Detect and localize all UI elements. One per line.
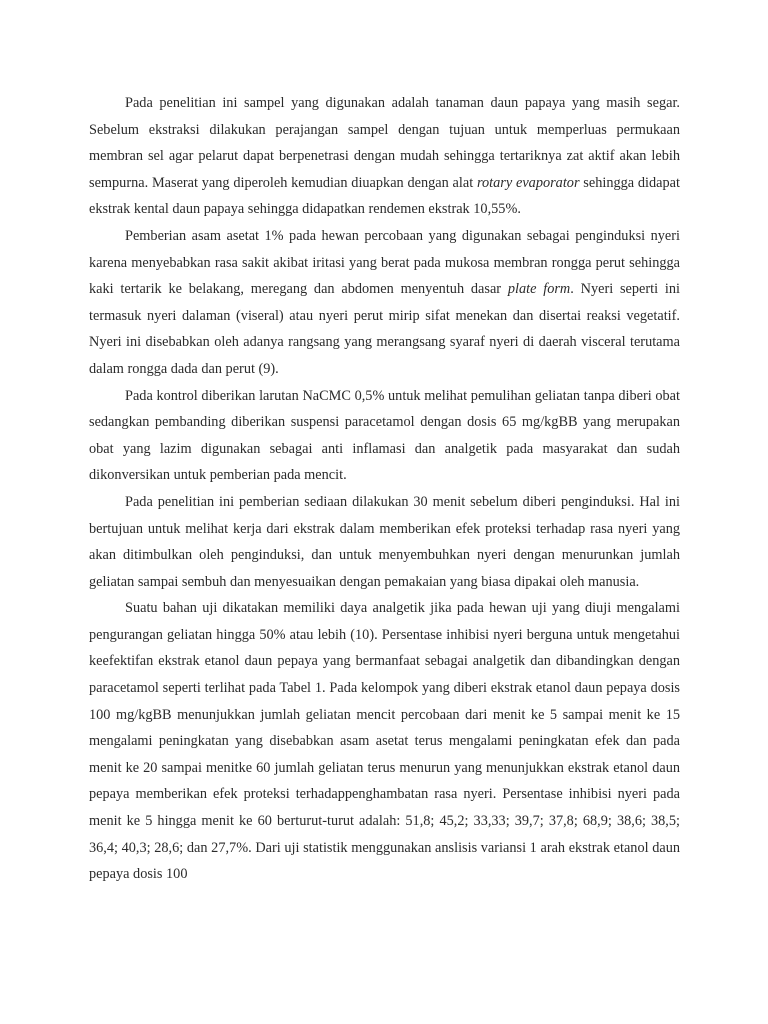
document-page — [89, 90, 680, 888]
paragraph-text: Pada penelitian ini sampel yang digunakan adalah tanaman daun papaya yang masih segar. Sebelum ekstraksi dilakukan perajangan sampel dengan tujuan untuk memperluas permukaan membran sel agar pelarut dapat berpenetrasi dengan mudah sehingga tertariknya zat aktif akan lebih sempurna. Maserat yang diperoleh kemudian diuapkan dengan alat — [89, 95, 680, 191]
paragraph-text: Pada penelitian ini pemberian sediaan dilakukan 30 menit sebelum diberi penginduksi. Hal ini bertujuan untuk melihat kerja dari ekstrak dalam memberikan efek proteksi terhadap rasa nyeri yang akan ditimbulkan oleh penginduksi, dan untuk menyembuhkan nyeri dengan menurunkan jumlah geliatan sampai sembuh dan menyesuaikan dengan pemakaian yang biasa dipakai oleh manusia. — [89, 493, 680, 590]
paragraph-text: . Nyeri seperti ini termasuk nyeri dalaman (viseral) atau nyeri perut mirip sifat menekan dan disertai reaksi vegetatif. Nyeri ini disebabkan oleh adanya rangsang yang merangsang syaraf nyeri di daerah visceral terutama dalam rongga dada dan perut (9). — [89, 281, 680, 377]
paragraph-acetic-acid-induction — [89, 223, 680, 383]
paragraph-text: Pada kontrol diberikan larutan NaCMC 0,5% untuk melihat pemulihan geliatan tanpa diberi obat sedangkan pembanding diberikan suspensi paracetamol dengan dosis 65 mg/kgBB yang merupakan obat yang lazim digunakan sebagai anti inflamasi dan analgetik pada masyarakat dan sudah dikonversikan untuk pemberian pada mencit. — [89, 387, 680, 484]
paragraph-text: sehingga didapat ekstrak kental daun papaya sehingga didapatkan rendemen ekstrak 10,55%. — [89, 174, 680, 218]
italic-term-rotary-evaporator: rotary evaporator — [476, 174, 580, 191]
paragraph-sample-preparation — [89, 90, 680, 223]
paragraph-control-comparison — [89, 383, 680, 489]
paragraph-text: Pemberian asam asetat 1% pada hewan percobaan yang digunakan sebagai penginduksi nyeri karena menyebabkan rasa sakit akibat iritasi yang berat pada mukosa membran rongga perut sehingga kaki tertarik ke belakang, meregang dan abdomen menyentuh dasar — [89, 227, 680, 298]
paragraph-analgesic-inhibition — [89, 595, 680, 888]
italic-term-plate-form: plate form — [507, 281, 571, 298]
paragraph-administration-timing — [89, 489, 680, 595]
paragraph-text: Suatu bahan uji dikatakan memiliki daya analgetik jika pada hewan uji yang diuji mengalami pengurangan geliatan hingga 50% atau lebih (10). Persentase inhibisi nyeri berguna untuk mengetahui keefektifan ekstrak etanol daun pepaya yang bermanfaat sebagai analgetik dan dibandingkan dengan paracetamol seperti terlihat pada Tabel 1. Pada kelompok yang diberi ekstrak etanol daun pepaya dosis 100 mg/kgBB menunjukkan jumlah geliatan mencit percobaan dari menit ke 5 sampai menit ke 15 mengalami peningkatan yang disebabkan asam asetat terus mengalami peningkatan efek dan pada menit ke 20 sampai menitke 60 jumlah geliatan terus menurun yang menunjukkan ekstrak etanol daun pepaya memberikan efek proteksi terhadappenghambatan rasa nyeri. Persentase inhibisi nyeri pada menit ke 5 hingga menit ke 60 berturut-turut adalah: 51,8; 45,2; 33,33; 39,7; 37,8; 68,9; 38,6; 38,5; 36,4; 40,3; 28,6; dan 27,7%. Dari uji statistik menggunakan anslisis variansi 1 arah ekstrak etanol daun pepaya dosis 100 — [89, 600, 680, 883]
